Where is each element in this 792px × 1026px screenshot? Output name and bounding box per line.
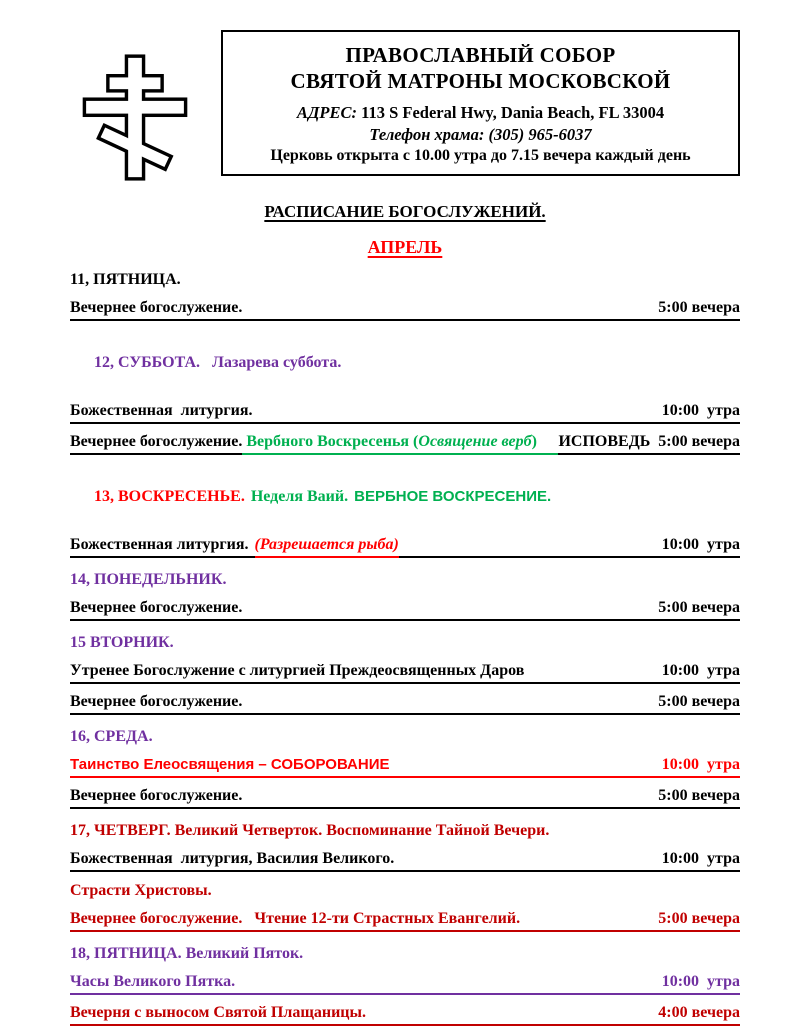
service-row-royal-hours [70,972,740,995]
service-row [70,598,740,621]
day-block-12-saturday [70,333,740,455]
row-leader [390,755,662,775]
address-label: АДРЕС: [296,103,357,122]
row-leader [242,692,658,712]
day-heading: 18, ПЯТНИЦА. Великий Пяток. [70,945,304,962]
day-note: Неделя Ваий. [250,488,349,505]
service-row-unction [70,755,740,778]
service-row [70,432,740,455]
service-name: Таинство Елеосвящения – СОБОРОВАНИЕ [70,756,390,773]
feast-note-italic: Освящение верб [418,433,532,450]
day-block-13-sunday [70,467,740,558]
row-leader [520,909,658,929]
row-leader [242,786,658,806]
masthead [70,30,740,184]
service-name: Вечернее богослужение. [70,432,242,455]
service-row [70,849,740,872]
service-time: 5:00 вечера [658,787,740,804]
service-row [70,298,740,321]
passions-subheading: Страсти Христовы. [70,882,212,899]
service-name: Божественная литургия, Василия Великого. [70,850,395,867]
service-row [70,692,740,715]
service-time: 5:00 вечера [658,299,740,316]
row-leader [242,298,658,318]
service-time: 5:00 вечера [658,910,740,927]
service-row-passion-gospels [70,909,740,932]
service-name: Божественная литургия. [70,402,253,419]
service-name: Вечернее богослужение. [70,599,243,616]
orthodox-cross-icon [76,52,194,184]
service-time: 10:00 утра [661,850,740,867]
service-name: Вечернее богослужение. [70,787,243,804]
day-block-17-thursday [70,821,740,932]
address-value: 113 S Federal Hwy, Dania Beach, FL 33004 [361,103,665,122]
service-time: 5:00 вечера [658,599,740,616]
church-logo [70,30,221,184]
service-time: 10:00 утра [661,973,740,990]
church-phone: Телефон храма: (305) 965-6037 [369,125,592,144]
day-heading: 15 ВТОРНИК. [70,634,174,651]
row-leader [394,849,661,869]
day-note: Лазарева суббота. [212,354,342,371]
service-row [70,786,740,809]
service-name: Божественная литургия. [70,535,255,558]
day-heading [70,467,740,527]
day-block-11-friday [70,270,740,321]
service-row [70,535,740,558]
day-heading: 17, ЧЕТВЕРГ. Великий Четверток. Воспоминание Тайной Вечери. [70,822,550,839]
row-leader [366,1003,658,1023]
church-address [229,103,732,123]
row-leader [399,535,662,558]
service-time: 10:00 утра [661,662,740,679]
day-block-14-monday [70,570,740,621]
day-block-18-friday [70,944,740,1026]
day-heading [70,333,740,393]
service-name: Вечернее богослужение. Чтение 12-ти Страстных Евангелий. [70,910,521,927]
confession-and-time [558,432,740,455]
church-name-line1: ПРАВОСЛАВНЫЙ СОБОР [345,43,616,67]
service-row-vespers-shroud [70,1003,740,1026]
day-heading: 16, СРЕДА. [70,728,153,745]
service-time: 10:00 утра [662,535,740,558]
service-row [70,401,740,424]
confession-label: ИСПОВЕДЬ [558,433,651,450]
service-row [70,661,740,684]
row-leader [253,401,662,421]
day-heading: 14, ПОНЕДЕЛЬНИК. [70,571,227,588]
service-time: 10:00 утра [661,756,740,773]
service-name: Часы Великого Пятка. [70,973,236,990]
church-info-box [221,30,740,176]
day-date: 12, СУББОТА. [94,354,201,371]
feast-close-paren: ) [531,433,537,450]
row-leader [524,661,661,681]
church-name-line2: СВЯТОЙ МАТРОНЫ МОСКОВСКОЙ [290,69,671,93]
day-block-16-wednesday [70,727,740,809]
service-time: 5:00 вечера [658,693,740,710]
fast-note: (Разрешается рыба) [255,535,399,558]
feast-note [242,432,558,455]
month-title: АПРЕЛЬ [367,237,443,257]
feast-text: Вербного Воскресенья ( [242,433,419,450]
row-leader [242,598,658,618]
day-date: 13, ВОСКРЕСЕНЬЕ. [94,488,245,505]
church-hours: Церковь открыта с 10.00 утра до 7.15 вечера каждый день [270,147,691,164]
service-name: Утренее Богослужение с литургией Преждеосвященных Даров [70,662,525,679]
schedule-title: РАСПИСАНИЕ БОГОСЛУЖЕНИЙ. [264,202,546,221]
day-note-2: ВЕРБНОЕ ВОСКРЕСЕНИЕ. [354,488,552,505]
service-name: Вечерня с выносом Святой Плащаницы. [70,1004,367,1021]
service-time: 5:00 вечера [658,433,740,450]
day-block-15-tuesday [70,633,740,715]
service-time: 10:00 утра [661,402,740,419]
day-heading: 11, ПЯТНИЦА. [70,271,181,288]
service-time: 4:00 вечера [658,1004,740,1021]
row-leader [235,972,662,992]
service-name: Вечернее богослужение. [70,693,243,710]
service-name: Вечернее богослужение. [70,299,243,316]
